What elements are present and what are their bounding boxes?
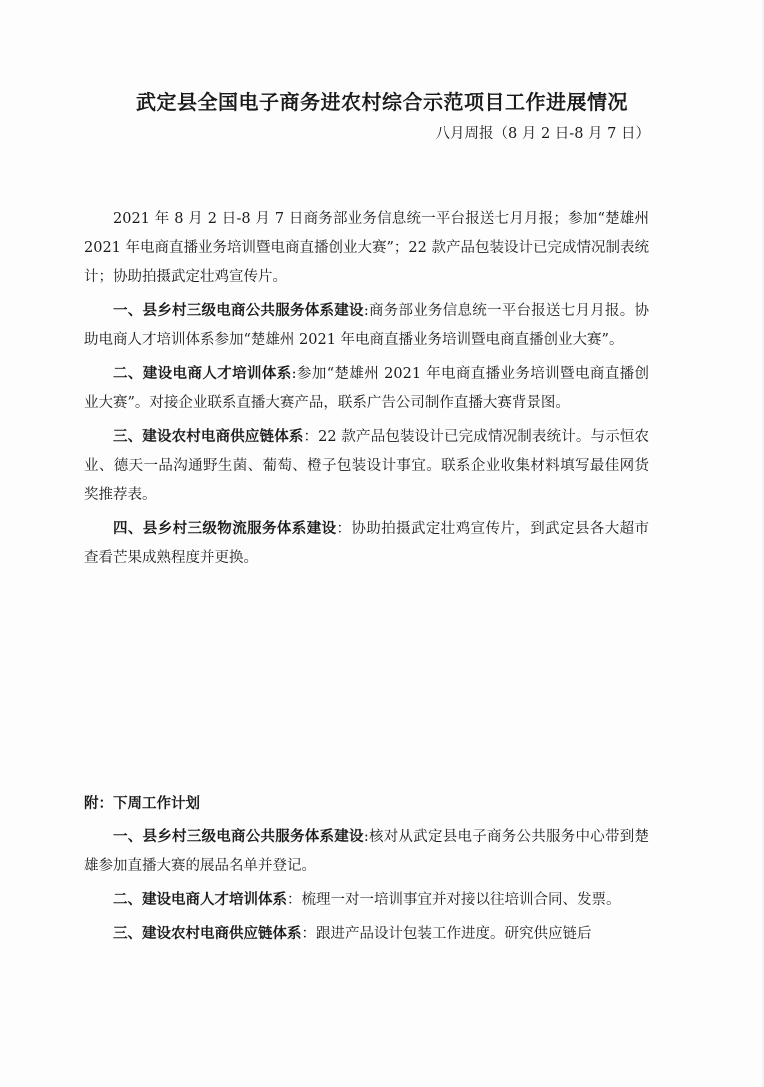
appendix-item (84, 885, 649, 915)
section-paragraph (84, 359, 649, 418)
appendix-item-heading: 三、建设农村电商供应链体系 (113, 925, 302, 942)
report-body (84, 205, 649, 573)
section-text: :参加“楚雄州 2021 年电商直播业务培训暨电商直播创业大赛”。对接企业联系直播大赛产品，联系广告公司制作直播大赛背景图。 (84, 366, 649, 411)
section-paragraph (84, 422, 649, 510)
appendix-title: 附：下周工作计划 (84, 795, 200, 812)
section-heading: 三、建设农村电商供应链体系 (113, 428, 304, 445)
appendix-item-text: ：梳理一对一培训事宜并对接以往培训合同、发票。 (287, 892, 621, 908)
appendix-item-heading: 一、县乡村三级电商公共服务体系建设 (113, 828, 364, 845)
appendix-item-text: :核对从武定县电子商务公共服务中心带到楚雄参加直播大赛的展品名单并登记。 (84, 829, 650, 874)
summary-paragraph: 2021 年 8 月 2 日-8 月 7 日商务部业务信息统一平台报送七月月报；参加“楚雄州 2021 年电商直播业务培训暨电商直播创业大赛”；22 款产品包装设计已完成情况制表统计；协助拍摄武定壮鸡宣传片。 (84, 211, 649, 285)
document-title: 武定县全国电子商务进农村综合示范项目工作进展情况 (136, 90, 628, 114)
appendix-item-heading: 二、建设电商人才培训体系 (113, 891, 287, 908)
appendix-item (84, 822, 649, 881)
section-text: ：22 款产品包装设计已完成情况制表统计。与示恒农业、德天一品沟通野生菌、葡萄、橙子包装设计事宜。联系企业收集材料填写最佳网货奖推荐表。 (84, 429, 650, 503)
appendix-item (84, 919, 649, 949)
section-paragraph (84, 296, 649, 355)
document-subtitle: 八月周报（8 月 2 日-8 月 7 日） (435, 126, 650, 142)
section-heading: 二、建设电商人才培训体系 (113, 365, 292, 382)
section-paragraph (84, 514, 649, 573)
section-text: :商务部业务信息统一平台报送七月月报。协助电商人才培训体系参加“楚雄州 2021 年电商直播业务培训暨电商直播创业大赛”。 (84, 303, 650, 348)
section-text: ：协助拍摄武定壮鸡宣传片，到武定县各大超市查看芒果成熟程度并更换。 (84, 521, 649, 566)
section-heading: 一、县乡村三级电商公共服务体系建设 (113, 302, 364, 319)
section-heading: 四、县乡村三级物流服务体系建设 (113, 520, 337, 537)
appendix-body (84, 822, 649, 949)
appendix-item-text: ：跟进产品设计包装工作进度。研究供应链后 (301, 926, 592, 942)
